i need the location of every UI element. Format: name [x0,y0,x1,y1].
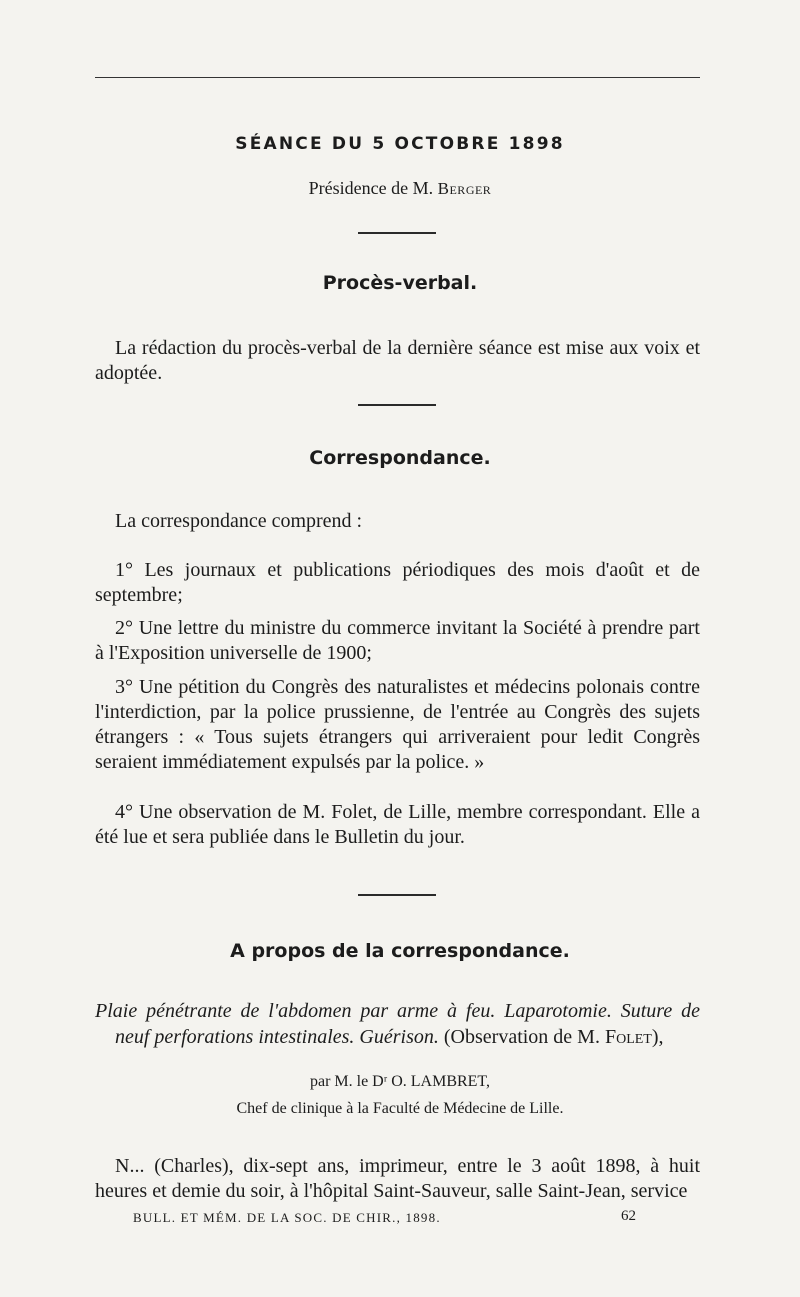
article-affiliation: Chef de clinique à la Faculté de Médecine de Lille. [236,1100,564,1117]
section-divider [358,404,436,406]
presidence-name: Berger [437,179,492,198]
proces-verbal-body: La rédaction du procès-verbal de la dernière séance est mise aux voix et adoptée. [95,337,700,384]
footer-journal: BULL. ET MÉM. DE LA SOC. DE CHIR., 1898. [133,1210,441,1225]
article-title-italic: Plaie pénétrante de l'abdomen par arme à feu. Laparotomie. Suture de neuf perforations intestinales. Guérison. [95,1000,700,1048]
article-body-text: N... (Charles), dix-sept ans, imprimeur, entre le 3 août 1898, à huit heures et demie du soir, à l'hôpital Saint-Sauveur, salle Saint-Jean, service [95,1155,700,1202]
page-number: 62 [621,1208,636,1224]
presidence-prefix: Présidence de M. [308,178,434,198]
correspondance-item [95,675,700,775]
correspondance-heading: Correspondance. [309,447,491,469]
correspondance-item-text: 1° Les journaux et publications périodiques des mois d'août et de septembre; [95,559,700,606]
correspondance-intro-text: La correspondance comprend : [115,510,363,532]
correspondance-item-text: 3° Une pétition du Congrès des naturalistes et médecins polonais contre l'interdiction, par la police prussienne, de l'entrée au Congrès des sujets étrangers : « Tous sujets étrangers qui arriveraient pour ledit Congrès seraient immédiatement expulsés par la police. » [95,676,700,773]
correspondance-item-text: 2° Une lettre du ministre du commerce invitant la Société à prendre part à l'Exposition universelle de 1900; [95,617,700,664]
presidence-line [0,178,800,199]
top-rule [95,77,700,78]
correspondance-item-text: 4° Une observation de M. Folet, de Lille, membre correspondant. Elle a été lue et sera publiée dans le Bulletin du jour. [95,801,700,848]
article-title-obs: (Observation de M. [443,1026,600,1048]
article-body [95,1154,700,1204]
article-author: par M. le Dʳ O. LAMBRET, [309,1073,491,1090]
correspondance-item [95,616,700,666]
article-title-obs-end: ), [651,1026,664,1048]
section-divider [358,894,436,896]
article-title-obs-name: Folet [604,1026,652,1048]
article-title [95,998,700,1050]
proces-verbal-text [95,336,700,386]
apropos-heading: A propos de la correspondance. [230,940,570,962]
correspondance-item [95,558,700,608]
proces-verbal-heading: Procès-verbal. [322,272,478,294]
seance-title: SÉANCE DU 5 OCTOBRE 1898 [235,134,565,154]
section-divider [358,232,436,234]
correspondance-intro [95,509,700,534]
correspondance-item [95,800,700,850]
